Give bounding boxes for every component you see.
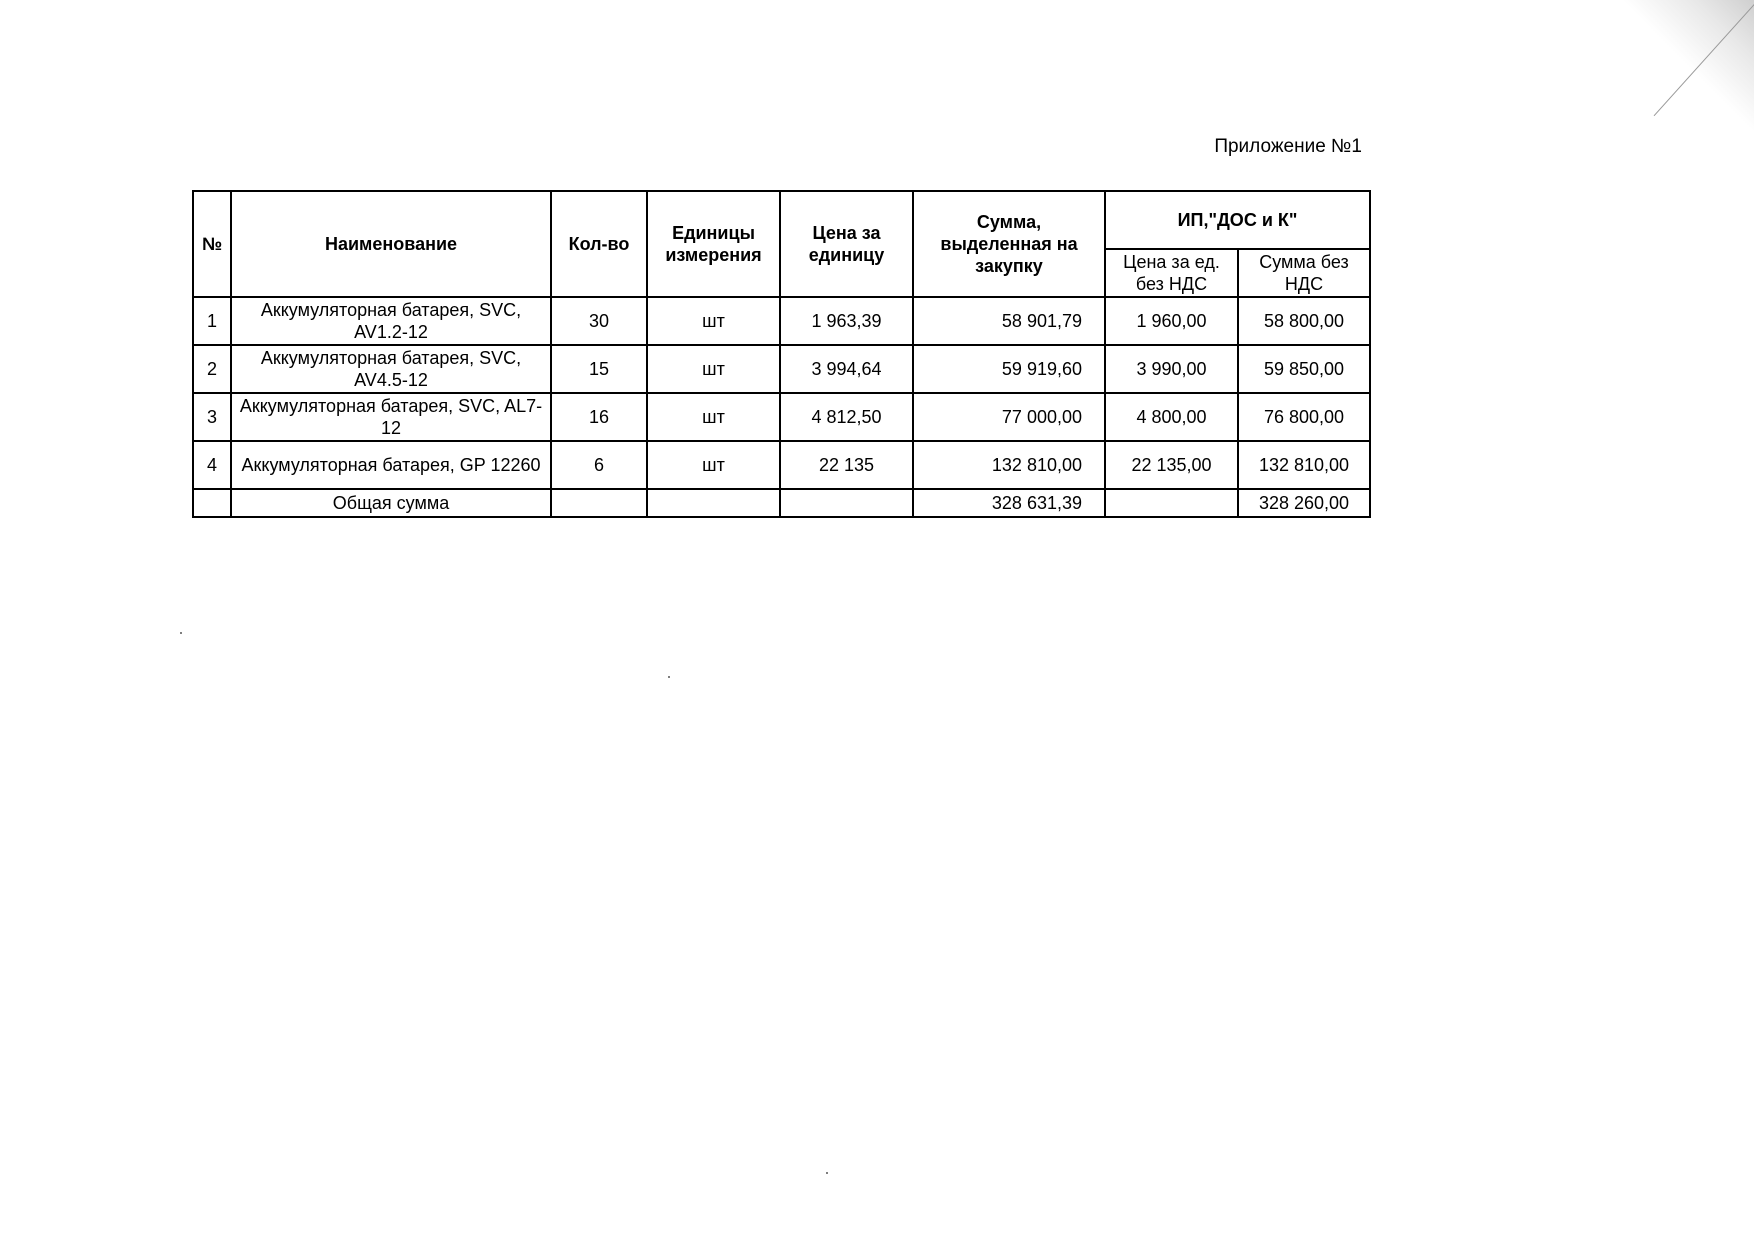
row-name: Аккумуляторная батарея, SVC, AL7-12 <box>231 393 551 441</box>
row-vendor-price: 4 800,00 <box>1105 393 1238 441</box>
row-vendor-price: 1 960,00 <box>1105 297 1238 345</box>
row-vendor-sum: 76 800,00 <box>1238 393 1370 441</box>
total-blank-qty <box>551 489 647 517</box>
row-num: 1 <box>193 297 231 345</box>
header-num: № <box>193 191 231 297</box>
scan-speck <box>668 676 670 678</box>
scan-corner-shadow <box>1594 0 1754 170</box>
row-qty: 6 <box>551 441 647 489</box>
row-sum: 58 901,79 <box>913 297 1105 345</box>
total-blank-price <box>780 489 913 517</box>
header-vendor-sum: Сумма без НДС <box>1238 249 1370 297</box>
row-vendor-sum: 132 810,00 <box>1238 441 1370 489</box>
row-sum: 59 919,60 <box>913 345 1105 393</box>
row-sum: 77 000,00 <box>913 393 1105 441</box>
header-name: Наименование <box>231 191 551 297</box>
row-unit: шт <box>647 393 780 441</box>
row-price: 22 135 <box>780 441 913 489</box>
total-sum: 328 631,39 <box>913 489 1105 517</box>
header-unit: Единицы измерения <box>647 191 780 297</box>
row-vendor-price: 3 990,00 <box>1105 345 1238 393</box>
row-qty: 15 <box>551 345 647 393</box>
row-num: 2 <box>193 345 231 393</box>
table-row <box>193 297 1370 345</box>
row-num: 4 <box>193 441 231 489</box>
row-unit: шт <box>647 345 780 393</box>
row-sum: 132 810,00 <box>913 441 1105 489</box>
scan-speck <box>826 1172 828 1174</box>
appendix-label: Приложение №1 <box>1214 136 1362 157</box>
total-row <box>193 489 1370 517</box>
row-price: 4 812,50 <box>780 393 913 441</box>
row-vendor-sum: 58 800,00 <box>1238 297 1370 345</box>
header-qty: Кол-во <box>551 191 647 297</box>
row-vendor-sum: 59 850,00 <box>1238 345 1370 393</box>
row-name: Аккумуляторная батарея, SVC, AV4.5-12 <box>231 345 551 393</box>
table-header-row <box>193 191 1370 249</box>
row-unit: шт <box>647 297 780 345</box>
row-unit: шт <box>647 441 780 489</box>
row-qty: 16 <box>551 393 647 441</box>
header-vendor: ИП,"ДОС и К" <box>1105 191 1370 249</box>
row-vendor-price: 22 135,00 <box>1105 441 1238 489</box>
table-row <box>193 393 1370 441</box>
header-price: Цена за единицу <box>780 191 913 297</box>
row-num: 3 <box>193 393 231 441</box>
row-price: 1 963,39 <box>780 297 913 345</box>
total-blank-unit <box>647 489 780 517</box>
procurement-table <box>192 190 1371 518</box>
total-blank-num <box>193 489 231 517</box>
header-vendor-price: Цена за ед. без НДС <box>1105 249 1238 297</box>
table-row <box>193 345 1370 393</box>
table-row <box>193 441 1370 489</box>
row-price: 3 994,64 <box>780 345 913 393</box>
header-sum: Сумма, выделенная на закупку <box>913 191 1105 297</box>
total-vendor-sum: 328 260,00 <box>1238 489 1370 517</box>
row-qty: 30 <box>551 297 647 345</box>
total-label: Общая сумма <box>231 489 551 517</box>
row-name: Аккумуляторная батарея, GP 12260 <box>231 441 551 489</box>
scan-speck <box>180 632 182 634</box>
total-blank-vendor-price <box>1105 489 1238 517</box>
row-name: Аккумуляторная батарея, SVC, AV1.2-12 <box>231 297 551 345</box>
